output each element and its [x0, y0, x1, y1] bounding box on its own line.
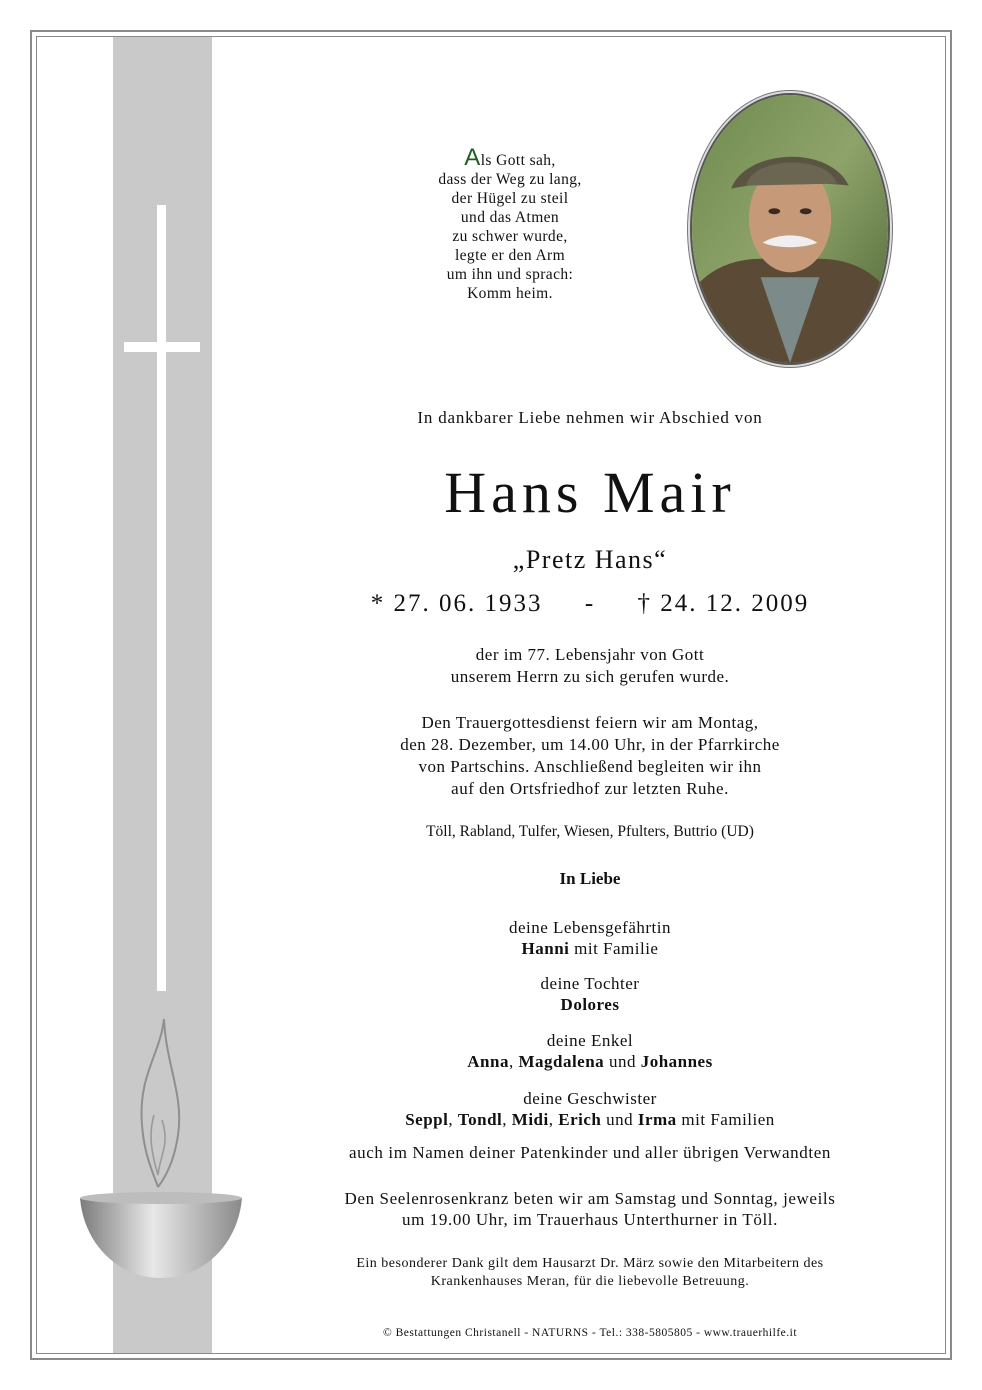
- name-comma: ,: [508, 1052, 519, 1071]
- cross-icon: [157, 205, 166, 991]
- thanks-line: Krankenhauses Meran, für die liebevolle Betreuung.: [430, 1274, 750, 1289]
- poem-line: zu schwer wurde,: [452, 228, 568, 245]
- relative-grandchildren: [230, 1030, 950, 1072]
- sibling-name: Irma: [637, 1110, 677, 1129]
- cross-bar: [124, 342, 200, 352]
- poem-line: Komm heim.: [467, 285, 553, 302]
- sibling-name: Midi: [511, 1110, 549, 1129]
- deceased-name: Hans Mair: [444, 460, 736, 525]
- bowl-icon: [78, 1190, 244, 1280]
- life-dates: [230, 590, 950, 618]
- rosary-info: [230, 1188, 950, 1230]
- siblings-label: deine Geschwister: [523, 1089, 657, 1108]
- poem: [380, 144, 640, 303]
- places-list: Töll, Rabland, Tulfer, Wiesen, Pfulters, Buttrio (UD): [426, 823, 754, 840]
- name-comma: ,: [548, 1110, 559, 1129]
- grandchild-name: Magdalena: [518, 1052, 605, 1071]
- poem-line: [380, 144, 640, 171]
- partner-suffix: mit Familie: [569, 939, 659, 958]
- name-comma: ,: [502, 1110, 512, 1129]
- flame-icon: [130, 1015, 190, 1190]
- thanks-text: [230, 1255, 950, 1291]
- relative-siblings: [230, 1088, 950, 1130]
- relative-daughter: [230, 973, 950, 1015]
- poem-line: der Hügel zu steil: [451, 190, 569, 207]
- sibling-name: Erich: [558, 1110, 602, 1129]
- name-and: und: [604, 1052, 641, 1071]
- service-info-line: von Partschins. Anschließend begleiten wir ihn: [418, 757, 762, 776]
- poem-line: legte er den Arm: [454, 247, 566, 264]
- relative-partner: [230, 917, 950, 959]
- partner-name: Hanni: [521, 939, 570, 958]
- sibling-name: Tondl: [457, 1110, 503, 1129]
- grandchild-name: Anna: [467, 1052, 509, 1071]
- service-info-line: Den Trauergottesdienst feiern wir am Montag,: [421, 713, 759, 732]
- in-liebe-heading: In Liebe: [559, 869, 621, 888]
- thanks-line: Ein besonderer Dank gilt dem Hausarzt Dr. März sowie den Mitarbeitern des: [356, 1256, 824, 1271]
- birth-date: * 27. 06. 1933: [370, 590, 543, 617]
- date-separator: -: [584, 590, 596, 617]
- name-and: und: [601, 1110, 638, 1129]
- name-comma: ,: [448, 1110, 458, 1129]
- poem-line: um ihn und sprach:: [446, 266, 574, 283]
- service-info-line: auf den Ortsfriedhof zur letzten Ruhe.: [451, 779, 729, 798]
- poem-first-rest: ls Gott sah,: [480, 152, 556, 169]
- service-info-line: den 28. Dezember, um 14.00 Uhr, in der Pfarrkirche: [400, 735, 780, 754]
- daughter-label: deine Tochter: [540, 974, 640, 993]
- portrait-photo: [690, 93, 890, 365]
- intro-text: In dankbarer Liebe nehmen wir Abschied von: [417, 408, 763, 427]
- partner-label: deine Lebensgefährtin: [508, 918, 671, 937]
- godchildren-line: auch im Namen deiner Patenkinder und aller übrigen Verwandten: [349, 1143, 831, 1162]
- death-date: † 24. 12. 2009: [637, 590, 810, 617]
- grandchildren-label: deine Enkel: [546, 1031, 634, 1050]
- death-notice: [230, 644, 950, 688]
- footer-credit: © Bestattungen Christanell - NATURNS - Tel.: 338-5805805 - www.trauerhilfe.it: [382, 1327, 798, 1339]
- rosary-line: um 19.00 Uhr, im Trauerhaus Unterthurner in Töll.: [402, 1210, 778, 1229]
- poem-dropcap: A: [464, 144, 481, 171]
- poem-line: und das Atmen: [460, 209, 560, 226]
- rosary-line: Den Seelenrosenkranz beten wir am Samstag und Sonntag, jeweils: [344, 1189, 836, 1208]
- death-notice-line: der im 77. Lebensjahr von Gott: [475, 645, 705, 664]
- siblings-suffix: mit Familien: [676, 1110, 775, 1129]
- grandchild-name: Johannes: [640, 1052, 713, 1071]
- daughter-name: Dolores: [560, 995, 620, 1014]
- sibling-name: Seppl: [405, 1110, 449, 1129]
- poem-line: dass der Weg zu lang,: [438, 171, 582, 188]
- service-info: [230, 712, 950, 800]
- death-notice-line: unserem Herrn zu sich gerufen wurde.: [450, 667, 730, 686]
- portrait-image: [692, 95, 888, 363]
- nickname: „Pretz Hans“: [512, 545, 668, 574]
